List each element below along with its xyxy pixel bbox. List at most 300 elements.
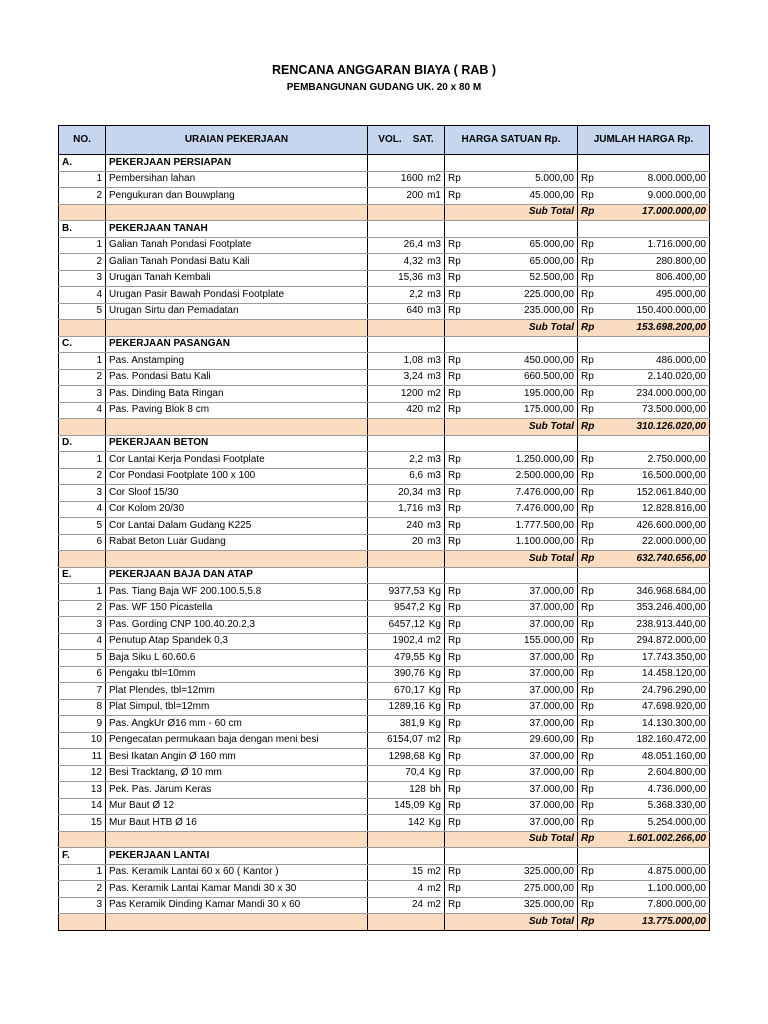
item-no: 5	[59, 518, 106, 535]
table-row	[59, 353, 710, 370]
item-volume	[368, 386, 445, 403]
item-description: Cor Pondasi Footplate 100 x 100	[106, 468, 368, 485]
item-description: Pengukuran dan Bouwplang	[106, 188, 368, 205]
currency-label: Rp	[448, 651, 461, 663]
item-vol-value: 200	[406, 189, 424, 201]
item-volume	[368, 617, 445, 634]
item-total-price-wrap	[581, 255, 706, 269]
currency-label: Rp	[581, 734, 594, 746]
item-unit-price-value: 1.250.000,00	[515, 453, 574, 465]
item-unit-price	[445, 732, 578, 749]
item-total-price-wrap	[581, 535, 706, 549]
table-row	[59, 798, 710, 815]
empty-cell	[578, 848, 710, 865]
item-unit-price-value: 37.000,00	[529, 602, 574, 614]
currency-label: Rp	[581, 668, 594, 680]
item-unit-price-value: 225.000,00	[523, 288, 574, 300]
currency-label: Rp	[581, 239, 594, 251]
section-header-row	[59, 848, 710, 865]
item-total-price	[578, 171, 710, 188]
item-no: 11	[59, 749, 106, 766]
empty-cell	[445, 221, 578, 238]
item-volume	[368, 864, 445, 881]
subtotal-row	[59, 419, 710, 436]
item-no: 7	[59, 683, 106, 700]
item-no: 2	[59, 188, 106, 205]
item-description: Mur Baut HTB Ø 16	[106, 815, 368, 832]
item-vol-value: 142	[408, 816, 425, 828]
empty-cell	[59, 914, 106, 931]
item-unit: m3	[427, 239, 441, 251]
item-unit: Kg	[428, 701, 441, 713]
item-total-price-value: 280.800,00	[655, 255, 706, 267]
subtotal-label: Sub Total	[445, 320, 578, 337]
item-total-price-wrap	[581, 519, 706, 533]
subtotal-amount	[578, 831, 710, 848]
item-volume	[368, 749, 445, 766]
currency-label: Rp	[581, 173, 594, 185]
section-code: D.	[59, 435, 106, 452]
item-unit-price-wrap	[448, 304, 574, 318]
item-volume-wrap	[371, 865, 441, 879]
item-unit: m3	[427, 272, 441, 284]
currency-label: Rp	[448, 404, 461, 416]
currency-label: Rp	[581, 536, 594, 548]
currency-label: Rp	[581, 404, 594, 416]
item-volume-wrap	[371, 700, 441, 714]
item-total-price-wrap	[581, 750, 706, 764]
table-row	[59, 386, 710, 403]
item-no: 4	[59, 287, 106, 304]
item-volume-wrap	[371, 733, 441, 747]
item-total-price-wrap	[581, 865, 706, 879]
subtotal-amount-wrap	[581, 832, 706, 846]
table-row	[59, 303, 710, 320]
table-row	[59, 452, 710, 469]
item-total-price	[578, 897, 710, 914]
item-description: Pek. Pas. Jarum Keras	[106, 782, 368, 799]
item-unit: m2	[427, 173, 441, 185]
item-volume	[368, 452, 445, 469]
item-vol-value: 3,24	[403, 371, 424, 383]
subtotal-amount	[578, 320, 710, 337]
item-unit-price-value: 195.000,00	[523, 387, 574, 399]
subtotal-label: Sub Total	[445, 551, 578, 568]
item-no: 4	[59, 402, 106, 419]
item-total-price	[578, 650, 710, 667]
item-total-price-value: 294.872.000,00	[636, 635, 706, 647]
item-description: Galian Tanah Pondasi Footplate	[106, 237, 368, 254]
table-row	[59, 683, 710, 700]
currency-label: Rp	[448, 536, 461, 548]
currency-label: Rp	[581, 915, 595, 927]
item-no: 5	[59, 650, 106, 667]
table-row	[59, 188, 710, 205]
item-unit: Kg	[428, 618, 441, 630]
item-unit-price-wrap	[448, 684, 574, 698]
item-vol-value: 1,08	[403, 354, 424, 366]
table-row	[59, 897, 710, 914]
item-unit-price	[445, 353, 578, 370]
item-vol-value: 240	[406, 519, 424, 531]
item-total-price-wrap	[581, 816, 706, 830]
section-header-row	[59, 567, 710, 584]
subtotal-row	[59, 551, 710, 568]
item-total-price	[578, 881, 710, 898]
empty-cell	[59, 831, 106, 848]
item-unit-price	[445, 864, 578, 881]
item-total-price	[578, 864, 710, 881]
item-total-price	[578, 353, 710, 370]
item-volume	[368, 369, 445, 386]
item-total-price-value: 9.000.000,00	[647, 189, 706, 201]
item-volume	[368, 600, 445, 617]
item-description: Pas. WF 150 Picastella	[106, 600, 368, 617]
item-total-price-value: 24.796.290,00	[642, 684, 706, 696]
item-unit-price-wrap	[448, 783, 574, 797]
empty-cell	[368, 155, 445, 172]
table-row	[59, 666, 710, 683]
item-volume-wrap	[371, 403, 441, 417]
item-volume	[368, 534, 445, 551]
item-description: Pas Keramik Dinding Kamar Mandi 30 x 60	[106, 897, 368, 914]
item-description: Penutup Atap Spandek 0,3	[106, 633, 368, 650]
table-row	[59, 501, 710, 518]
item-total-price-value: 22.000.000,00	[642, 536, 706, 548]
empty-cell	[59, 204, 106, 221]
item-total-price-wrap	[581, 766, 706, 780]
item-unit-price	[445, 699, 578, 716]
item-total-price-wrap	[581, 238, 706, 252]
item-unit-price	[445, 798, 578, 815]
item-unit-price-value: 37.000,00	[529, 800, 574, 812]
item-unit: Kg	[428, 750, 441, 762]
empty-cell	[368, 320, 445, 337]
item-unit-price-wrap	[448, 288, 574, 302]
item-total-price-wrap	[581, 618, 706, 632]
currency-label: Rp	[448, 800, 461, 812]
currency-label: Rp	[448, 255, 461, 267]
table-row	[59, 633, 710, 650]
item-total-price	[578, 369, 710, 386]
item-unit-price	[445, 650, 578, 667]
currency-label: Rp	[581, 618, 594, 630]
section-code: C.	[59, 336, 106, 353]
item-total-price	[578, 815, 710, 832]
item-unit: m3	[427, 305, 441, 317]
item-unit: m3	[427, 486, 441, 498]
item-total-price-value: 73.500.000,00	[642, 404, 706, 416]
item-total-price-value: 1.716.000,00	[647, 239, 706, 251]
item-unit: m3	[427, 519, 441, 531]
item-total-price-value: 238.913.440,00	[636, 618, 706, 630]
item-volume-wrap	[371, 172, 441, 186]
item-volume-wrap	[371, 717, 441, 731]
item-unit-price	[445, 237, 578, 254]
item-unit-price	[445, 402, 578, 419]
item-total-price	[578, 188, 710, 205]
item-unit: Kg	[428, 602, 441, 614]
item-total-price-wrap	[581, 354, 706, 368]
currency-label: Rp	[581, 701, 594, 713]
empty-cell	[368, 567, 445, 584]
item-total-price-value: 346.968.684,00	[636, 585, 706, 597]
item-vol-value: 1902,4	[392, 635, 424, 647]
item-total-price-value: 14.130.300,00	[642, 717, 706, 729]
item-no: 13	[59, 782, 106, 799]
section-title: PEKERJAAN LANTAI	[106, 848, 368, 865]
subtotal-amount-value: 1.601.002.266,00	[628, 833, 706, 845]
item-total-price-wrap	[581, 783, 706, 797]
item-volume-wrap	[371, 783, 441, 797]
item-unit: m3	[427, 255, 441, 267]
item-description: Pas. AngkUr Ø16 mm - 60 cm	[106, 716, 368, 733]
currency-label: Rp	[581, 767, 594, 779]
empty-cell	[445, 435, 578, 452]
item-total-price-value: 14.458.120,00	[642, 668, 706, 680]
item-unit-price-value: 37.000,00	[529, 651, 574, 663]
item-no: 3	[59, 617, 106, 634]
item-total-price-wrap	[581, 189, 706, 203]
header-vol: VOL.	[378, 134, 402, 145]
item-total-price	[578, 534, 710, 551]
header-uraian: URAIAN PEKERJAAN	[106, 126, 368, 155]
item-unit-price	[445, 386, 578, 403]
item-no: 8	[59, 699, 106, 716]
currency-label: Rp	[448, 239, 461, 251]
table-row	[59, 864, 710, 881]
item-volume	[368, 666, 445, 683]
item-vol-value: 2,2	[409, 288, 424, 300]
item-vol-value: 20	[411, 536, 424, 548]
item-volume	[368, 485, 445, 502]
currency-label: Rp	[581, 453, 594, 465]
item-total-price	[578, 584, 710, 601]
item-unit-price	[445, 815, 578, 832]
section-header-row	[59, 336, 710, 353]
item-vol-value: 1289,16	[388, 701, 425, 713]
item-unit: bh	[429, 783, 441, 795]
table-row	[59, 254, 710, 271]
item-total-price-wrap	[581, 271, 706, 285]
item-volume	[368, 782, 445, 799]
item-description: Pas. Dinding Bata Ringan	[106, 386, 368, 403]
item-volume-wrap	[371, 370, 441, 384]
table-row	[59, 617, 710, 634]
item-vol-value: 20,34	[398, 486, 424, 498]
item-description: Pembersihan lahan	[106, 171, 368, 188]
item-unit-price-wrap	[448, 469, 574, 483]
empty-cell	[59, 551, 106, 568]
item-total-price-wrap	[581, 733, 706, 747]
item-volume	[368, 881, 445, 898]
currency-label: Rp	[581, 684, 594, 696]
item-no: 15	[59, 815, 106, 832]
item-vol-value: 15,36	[398, 272, 424, 284]
table-row	[59, 369, 710, 386]
item-vol-value: 9377,53	[388, 585, 425, 597]
currency-label: Rp	[581, 189, 594, 201]
item-description: Cor Kolom 20/30	[106, 501, 368, 518]
item-total-price-value: 182.160.472,00	[636, 734, 706, 746]
item-volume-wrap	[371, 189, 441, 203]
currency-label: Rp	[581, 750, 594, 762]
item-unit-price-wrap	[448, 535, 574, 549]
empty-cell	[445, 336, 578, 353]
item-description: Rabat Beton Luar Gudang	[106, 534, 368, 551]
empty-cell	[106, 551, 368, 568]
item-vol-value: 4	[417, 882, 424, 894]
item-unit-price	[445, 369, 578, 386]
item-description: Pas. Pondasi Batu Kali	[106, 369, 368, 386]
item-vol-value: 1,716	[398, 503, 424, 515]
subtotal-label: Sub Total	[445, 419, 578, 436]
item-volume-wrap	[371, 667, 441, 681]
item-unit: m3	[427, 453, 441, 465]
subtotal-amount	[578, 204, 710, 221]
section-code: F.	[59, 848, 106, 865]
table-row	[59, 468, 710, 485]
item-total-price-value: 486.000,00	[655, 354, 706, 366]
item-total-price-value: 2.140.020,00	[647, 371, 706, 383]
item-total-price-value: 2.604.800,00	[647, 767, 706, 779]
item-unit: Kg	[428, 585, 441, 597]
item-vol-value: 420	[406, 404, 424, 416]
item-unit-price-value: 37.000,00	[529, 684, 574, 696]
item-description: Baja Siku L 60.60.6	[106, 650, 368, 667]
item-unit-price-value: 1.777.500,00	[515, 519, 574, 531]
item-unit: m2	[427, 899, 441, 911]
item-unit-price-value: 7.476.000,00	[515, 503, 574, 515]
currency-label: Rp	[448, 371, 461, 383]
currency-label: Rp	[581, 255, 594, 267]
item-unit-price-value: 235.000,00	[523, 305, 574, 317]
item-total-price	[578, 633, 710, 650]
currency-label: Rp	[448, 503, 461, 515]
item-total-price-wrap	[581, 684, 706, 698]
header-vol-sat	[368, 126, 445, 155]
item-unit-price-wrap	[448, 733, 574, 747]
empty-cell	[106, 320, 368, 337]
item-unit-price-value: 5.000,00	[535, 173, 574, 185]
item-unit: m3	[427, 288, 441, 300]
item-description: Plat Simpul, tbl=12mm	[106, 699, 368, 716]
item-description: Plat Plendes, tbl=12mm	[106, 683, 368, 700]
item-unit-price-wrap	[448, 865, 574, 879]
item-no: 6	[59, 534, 106, 551]
item-total-price-wrap	[581, 882, 706, 896]
item-total-price-value: 47.698.920,00	[642, 701, 706, 713]
item-unit-price	[445, 881, 578, 898]
item-volume	[368, 650, 445, 667]
empty-cell	[106, 419, 368, 436]
item-volume-wrap	[371, 387, 441, 401]
item-volume-wrap	[371, 288, 441, 302]
header-harga-satuan: HARGA SATUAN Rp.	[445, 126, 578, 155]
item-unit: m3	[427, 371, 441, 383]
table-row	[59, 881, 710, 898]
item-total-price-wrap	[581, 288, 706, 302]
item-unit: m3	[427, 503, 441, 515]
empty-cell	[578, 567, 710, 584]
empty-cell	[368, 831, 445, 848]
empty-cell	[106, 831, 368, 848]
empty-cell	[445, 567, 578, 584]
subtotal-amount-value: 153.698.200,00	[636, 321, 706, 333]
item-total-price-value: 495.000,00	[655, 288, 706, 300]
item-vol-value: 479,55	[394, 651, 425, 663]
item-total-price	[578, 287, 710, 304]
item-unit-price-wrap	[448, 766, 574, 780]
item-unit: Kg	[428, 800, 441, 812]
section-header-row	[59, 155, 710, 172]
item-unit-price-value: 37.000,00	[529, 767, 574, 779]
currency-label: Rp	[581, 552, 595, 564]
empty-cell	[106, 914, 368, 931]
item-unit-price-wrap	[448, 271, 574, 285]
item-volume	[368, 518, 445, 535]
item-total-price-wrap	[581, 799, 706, 813]
item-unit-price-wrap	[448, 700, 574, 714]
item-total-price	[578, 716, 710, 733]
item-volume	[368, 402, 445, 419]
currency-label: Rp	[581, 783, 594, 795]
item-unit-price-wrap	[448, 816, 574, 830]
item-description: Urugan Tanah Kembali	[106, 270, 368, 287]
item-total-price-wrap	[581, 651, 706, 665]
item-no: 2	[59, 254, 106, 271]
item-unit-price-value: 325.000,00	[523, 866, 574, 878]
currency-label: Rp	[581, 519, 594, 531]
item-no: 4	[59, 633, 106, 650]
empty-cell	[368, 435, 445, 452]
item-no: 14	[59, 798, 106, 815]
subtotal-amount-wrap	[581, 321, 706, 335]
item-total-price-wrap	[581, 898, 706, 912]
item-vol-value: 9547,2	[394, 602, 425, 614]
currency-label: Rp	[448, 635, 461, 647]
item-unit-price	[445, 303, 578, 320]
currency-label: Rp	[448, 470, 461, 482]
item-no: 5	[59, 303, 106, 320]
item-unit-price-wrap	[448, 799, 574, 813]
item-vol-value: 145,09	[394, 800, 425, 812]
item-unit: Kg	[428, 684, 441, 696]
currency-label: Rp	[581, 321, 595, 333]
item-unit-price-value: 37.000,00	[529, 585, 574, 597]
item-description: Urugan Sirtu dan Pemadatan	[106, 303, 368, 320]
item-unit-price-value: 29.600,00	[529, 734, 574, 746]
item-unit-price	[445, 749, 578, 766]
table-row	[59, 485, 710, 502]
item-unit-price-value: 37.000,00	[529, 750, 574, 762]
item-vol-value: 128	[409, 783, 426, 795]
subtotal-row	[59, 204, 710, 221]
item-unit-price-wrap	[448, 502, 574, 516]
item-vol-value: 6,6	[409, 470, 424, 482]
currency-label: Rp	[448, 816, 461, 828]
empty-cell	[578, 221, 710, 238]
item-total-price-value: 16.500.000,00	[642, 470, 706, 482]
item-total-price	[578, 270, 710, 287]
table-row	[59, 699, 710, 716]
item-total-price	[578, 699, 710, 716]
item-unit: m2	[427, 404, 441, 416]
item-total-price-value: 426.600.000,00	[636, 519, 706, 531]
item-unit: m2	[427, 387, 441, 399]
item-unit-price	[445, 782, 578, 799]
item-description: Pas. Tiang Baja WF 200.100.5,5.8	[106, 584, 368, 601]
